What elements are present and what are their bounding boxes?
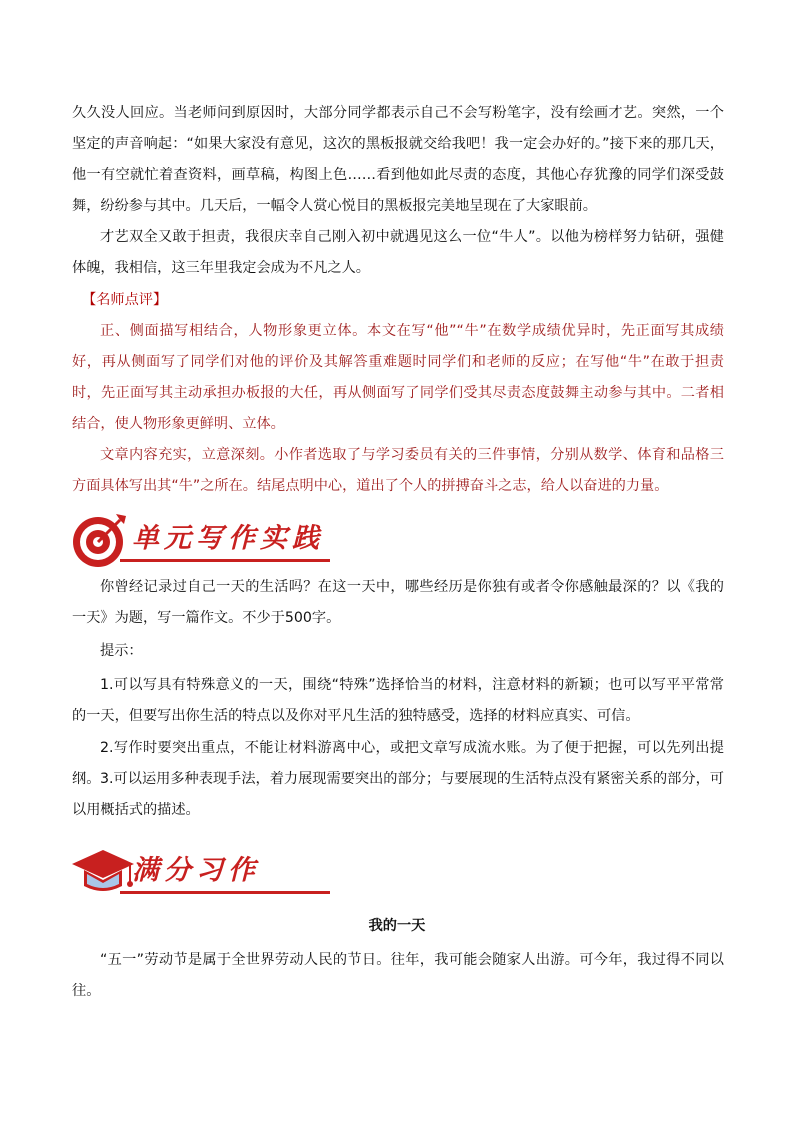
writing-prompt: 你曾经记录过自己一天的生活吗？在这一天中，哪些经历是你独有或者令你感触最深的？以《我的一天》为题，写一篇作文。不少于500字。 [72, 579, 724, 626]
review-paragraph: 文章内容充实，立意深刻。小作者选取了与学习委员有关的三件事情，分别从数学、体育和品格三方面具体写出其“牛”之所在。结尾点明中心，道出了个人的拼搏奋斗之志，给人以奋进的力量。 [72, 447, 724, 494]
hint-item: 3.可以运用多种表现手法，着力展现需要突出的部分；与要展现的生活特点没有紧密关系的部分，可以用概括式的描述。 [72, 771, 724, 818]
review-tag: 【名师点评】 [82, 292, 168, 308]
essay-title: 我的一天 [368, 918, 426, 934]
section-title: 单元写作实践 [132, 523, 324, 554]
paragraph: 久久没人回应。当老师问到原因时，大部分同学都表示自己不会写粉笔字，没有绘画才艺。突然，一个坚定的声音响起：“如果大家没有意见，这次的黑板报就交给我吧！我一定会办好的。”接下来的那几天，他一有空就忙着查资料，画草稿，构图上色……看到他如此尽责的态度，其他心存犹豫的同学们深受鼓舞，纷纷参与其中。几天后，一幅令人赏心悦目的黑板报完美地呈现在了大家眼前。 [72, 105, 724, 214]
paragraph: 才艺双全又敢于担责，我很庆幸自己刚入初中就遇见这么一位“牛人”。以他为榜样努力钻研，强健体魄，我相信，这三年里我定会成为不凡之人。 [72, 229, 724, 276]
hint-item: 2.写作时要突出重点，不能让材料游离中心，或把文章写成流水账。为了便于把握，可以先列出提纲。 [72, 740, 724, 787]
section-title: 满分习作 [132, 855, 260, 886]
banner-underline [120, 559, 330, 562]
essay-paragraph: “五一”劳动节是属于全世界劳动人民的节日。往年，我可能会随家人出游。可今年，我过得不同以往。 [72, 952, 724, 999]
review-paragraph: 正、侧面描写相结合，人物形象更立体。本文在写“他”“牛”在数学成绩优异时，先正面写其成绩好，再从侧面写了同学们对他的评价及其解答重难题时同学们和老师的反应；在写他“牛”在敢于担责时，先正面写其主动承担办板报的大任，再从侧面写了同学们受其尽责态度鼓舞主动参与其中。二者相结合，使人物形象更鲜明、立体。 [72, 323, 724, 432]
section-banner-writing-practice [70, 510, 330, 570]
section-banner-model-essay [70, 842, 330, 902]
hint-item: 1.可以写具有特殊意义的一天，围绕“特殊”选择恰当的材料，注意材料的新颖；也可以写平平常常的一天，但要写出你生活的特点以及你对平凡生活的独特感受，选择的材料应真实、可信。 [72, 677, 724, 724]
banner-underline [120, 891, 330, 894]
hint-label: 提示： [100, 643, 143, 659]
